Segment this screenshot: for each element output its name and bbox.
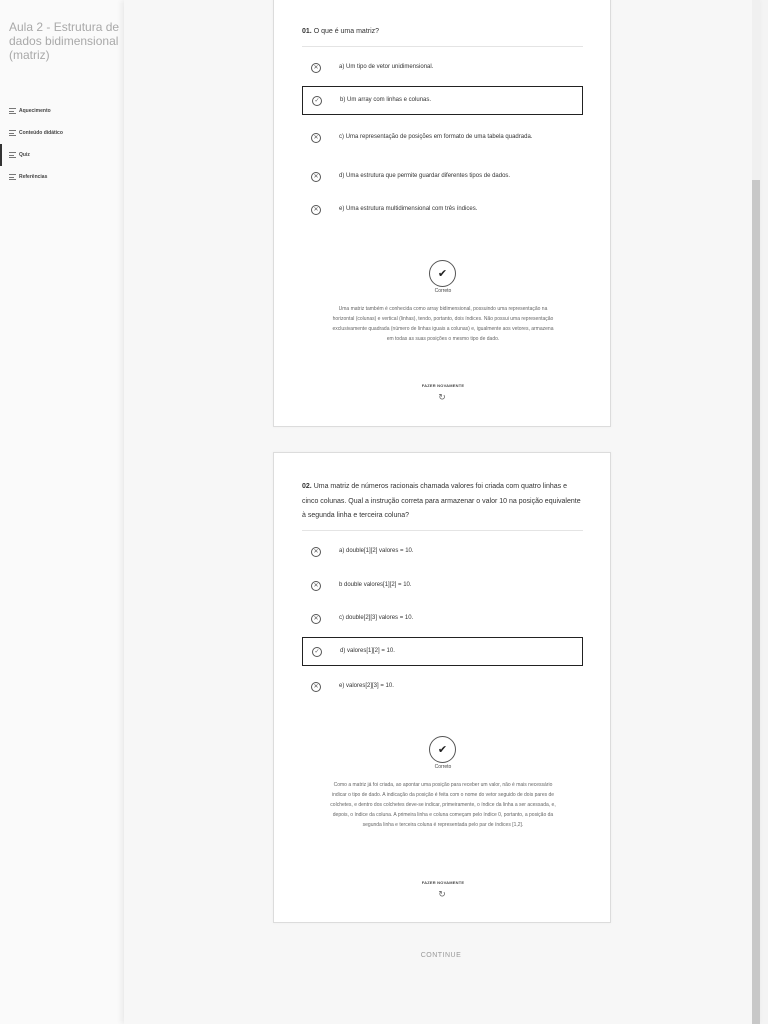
refresh-icon[interactable]: ↻ <box>438 392 446 402</box>
check-circle-icon: ✓ <box>312 647 322 657</box>
question-text <box>302 25 584 40</box>
x-circle-icon: ✕ <box>311 547 321 557</box>
option-d[interactable] <box>302 637 583 666</box>
question-card-1 <box>273 0 611 427</box>
feedback-text: Uma matriz também é conhecida como array bidimensional, possuindo uma representação na horizontal (colunas) e vertical (linhas), tendo, portanto, dois índices. Não possui uma representação exclusivamente quadrada (número de linhas iguais a colunas) e, igualmente aos vetores, armazena em todas as suas posições o mesmo tipo de dado. <box>332 306 554 342</box>
check-icon: ✔ <box>429 736 456 763</box>
option-label: e) valores[2][3] = 10. <box>339 683 394 689</box>
retry-button[interactable]: FAZER NOVAMENTE <box>421 383 465 388</box>
x-circle-icon: ✕ <box>311 63 321 73</box>
continue-button[interactable]: CONTINUE <box>420 952 462 959</box>
option-label: d) Uma estrutura que permite guardar diferentes tipos de dados. <box>339 173 511 179</box>
sidebar-item-label: Referências <box>19 174 48 180</box>
option-label: d) valores[1][2] = 10. <box>340 648 395 654</box>
sidebar-nav <box>0 100 124 188</box>
x-circle-icon: ✕ <box>311 682 321 692</box>
lines-icon <box>9 174 16 180</box>
option-a[interactable] <box>302 53 583 82</box>
sidebar-item-conteudo[interactable] <box>0 122 124 144</box>
course-title: Aula 2 - Estrutura de dados bidimensional (matriz) <box>9 20 120 62</box>
sidebar-item-aquecimento[interactable] <box>0 100 124 122</box>
option-label: a) Um tipo de vetor unidimensional. <box>339 64 434 70</box>
refresh-icon[interactable]: ↻ <box>438 889 446 899</box>
option-b[interactable] <box>302 571 583 600</box>
x-circle-icon: ✕ <box>311 133 321 143</box>
sidebar-item-label: Conteúdo didático <box>19 130 63 136</box>
option-c[interactable] <box>302 123 583 152</box>
result-label: Correto <box>434 764 452 770</box>
question-prompt: O que é uma matriz? <box>313 28 380 35</box>
lines-icon <box>9 152 16 158</box>
x-circle-icon: ✕ <box>311 205 321 215</box>
option-label: a) double[1][2] valores = 10. <box>339 548 414 554</box>
scrollbar-thumb[interactable] <box>752 180 760 1024</box>
lines-icon <box>9 108 16 114</box>
option-d[interactable] <box>302 162 583 191</box>
sidebar-item-quiz[interactable] <box>0 144 124 166</box>
option-c[interactable] <box>302 604 583 633</box>
result-label: Correto <box>434 288 452 294</box>
lines-icon <box>9 130 16 136</box>
sidebar-item-label: Aquecimento <box>19 108 51 114</box>
feedback-text: Como a matriz já foi criada, ao apontar uma posição para receber um valor, não é mais necessário indicar o tipo de dado. A indicação da posição é feita com o nome do vetor seguido de dois pares de colchetes, e dentro dos colchetes deve-se indicar, primeiramente, o índice da linha a ser acessada, e, depois, o índice da coluna. A primeira linha e coluna começam pelo índice 0, portanto, a posição da segunda linha e terceira coluna é representada pelo par de índices [1,2]. <box>330 782 556 828</box>
option-label: b double valores[1][2] = 10. <box>339 582 412 588</box>
check-icon: ✔ <box>429 260 456 287</box>
option-label: b) Um array com linhas e colunas. <box>340 97 432 103</box>
x-circle-icon: ✕ <box>311 614 321 624</box>
question-prompt: Uma matriz de números racionais chamada valores foi criada com quatro linhas e cinco colunas. Qual a instrução correta para armazenar o valor 10 na posição equivalente à segunda linha e terceira coluna? <box>302 483 581 519</box>
question-text <box>302 480 584 524</box>
question-divider <box>302 530 583 531</box>
sidebar-item-label: Quiz <box>19 152 30 158</box>
option-e[interactable] <box>302 672 583 701</box>
option-e[interactable] <box>302 195 583 224</box>
x-circle-icon: ✕ <box>311 172 321 182</box>
option-label: c) double[2][3] valores = 10. <box>339 615 414 621</box>
check-circle-icon: ✓ <box>312 96 322 106</box>
question-card-2 <box>273 452 611 923</box>
x-circle-icon: ✕ <box>311 581 321 591</box>
option-a[interactable] <box>302 537 583 566</box>
question-number: 01. <box>302 28 312 35</box>
retry-button[interactable]: FAZER NOVAMENTE <box>421 880 465 885</box>
option-b[interactable] <box>302 86 583 115</box>
option-label: c) Uma representação de posições em formato de uma tabela quadrada. <box>339 134 533 140</box>
question-number: 02. <box>302 483 312 490</box>
sidebar-item-referencias[interactable] <box>0 166 124 188</box>
question-divider <box>302 46 583 47</box>
sidebar <box>0 0 124 1024</box>
option-label: e) Uma estrutura multidimensional com três índices. <box>339 206 478 212</box>
